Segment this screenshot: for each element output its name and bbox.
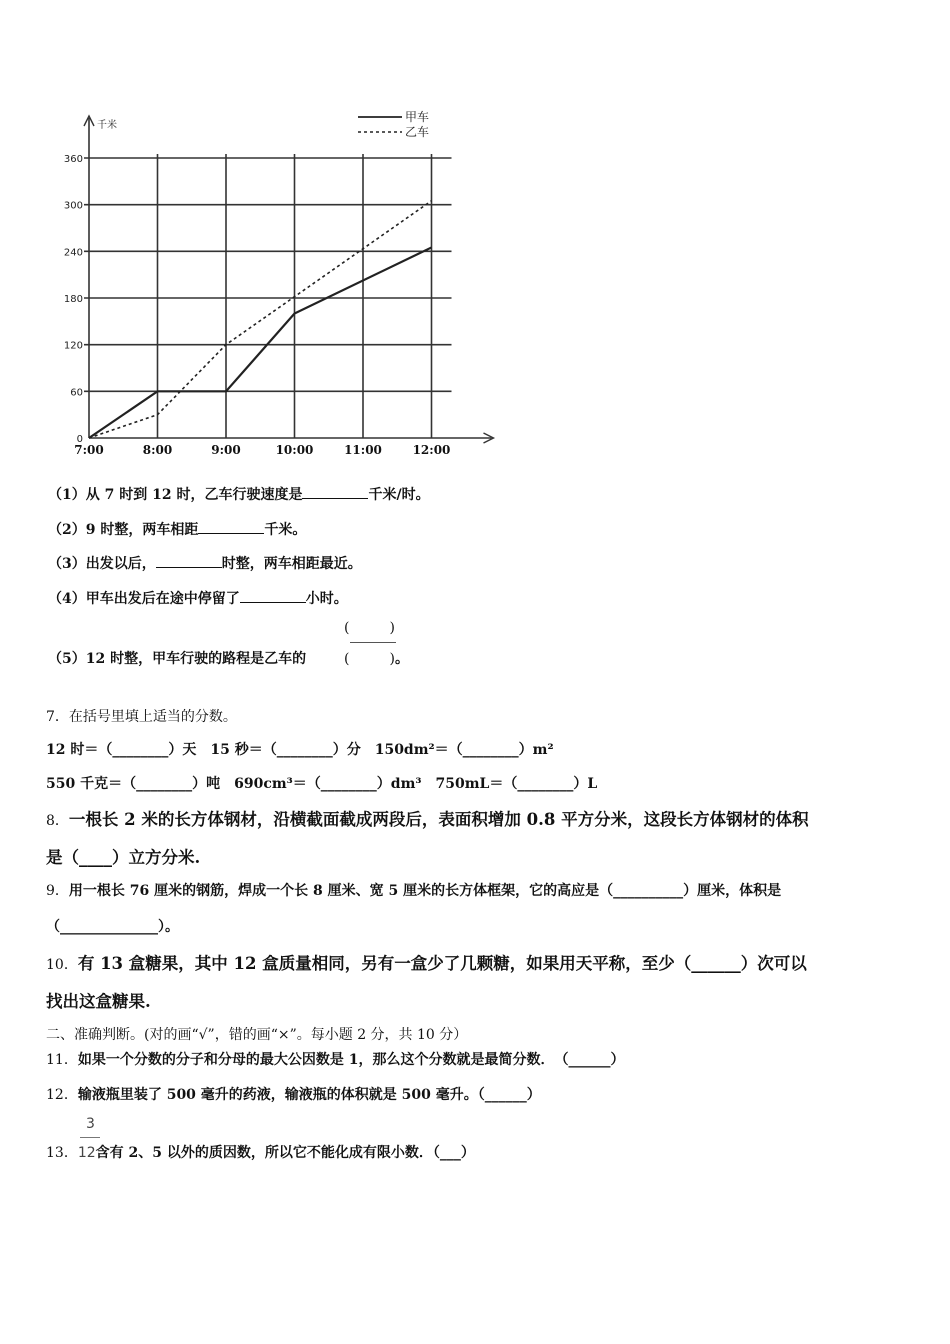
q13-numerator: 3 — [86, 1116, 95, 1132]
y-tick-label: 360 — [63, 154, 83, 165]
chart-grid — [84, 154, 452, 438]
y-tick-label: 0 — [76, 434, 83, 445]
q6-part5-denominator[interactable]: ( )。 — [344, 651, 409, 667]
q9-text: 用一根长 76 厘米的钢筋，焊成一个长 8 厘米、宽 5 厘米的长方体框架，它的高应是（__________）厘米，体积是 — [68, 883, 782, 899]
y-tick-label: 300 — [63, 200, 83, 212]
q6-part3-text: （3）出发以后， — [48, 556, 156, 572]
chart-ticks — [64, 154, 451, 457]
x-tick-label: 8:00 — [142, 443, 173, 457]
q6-part1-text: （1）从 7 时到 12 时，乙车行驶速度是 — [48, 487, 303, 503]
q7-row2: 550 千克＝（________）吨 690cm³＝（________）dm³ 750mL＝（________）L — [46, 776, 598, 792]
q13-text: 含有 2、5 以外的质因数，所以它不能化成有限小数．（___） — [95, 1145, 475, 1161]
y-axis-label: 千米 — [97, 120, 117, 131]
q6-part5-text: （5）12 时整，甲车行驶的路程是乙车的 — [48, 651, 307, 667]
x-tick-label: 9:00 — [211, 443, 241, 457]
q8-line1 — [46, 806, 809, 830]
answer-blank[interactable] — [240, 590, 306, 603]
q12 — [46, 1084, 541, 1104]
q6-part4-text: （4）甲车出发后在途中停留了 — [48, 591, 240, 607]
chart-series — [89, 201, 432, 438]
answer-blank[interactable] — [302, 486, 368, 499]
q8-text: 一根长 2 米的长方体钢材，沿横截面截成两段后，表面积增加 0.8 平方分米，这段长方体钢材的体积 — [68, 810, 809, 829]
distance-time-chart — [62, 100, 502, 468]
legend-label: 乙车 — [405, 125, 430, 139]
y-tick-label: 60 — [70, 387, 83, 399]
q11-text: 如果一个分数的分子和分母的最大公因数是 1，那么这个分数就是最简分数． （______） — [77, 1052, 625, 1068]
q13-denominator: 12 — [77, 1145, 96, 1161]
legend-label: 甲车 — [405, 110, 430, 124]
q10-line1 — [46, 950, 807, 974]
q6-part4-unit: 小时。 — [305, 591, 348, 607]
answer-blank[interactable] — [198, 521, 264, 534]
answer-blank[interactable] — [156, 555, 222, 568]
q10-number: 10． — [46, 957, 78, 973]
q9-number: 9． — [46, 883, 69, 899]
q6-part3 — [48, 553, 362, 573]
q6-part4 — [48, 588, 348, 608]
q13 — [46, 1142, 475, 1162]
section-2-heading: 二、准确判断。(对的画“√”，错的画“×”。每小题 2 分，共 10 分） — [46, 1027, 468, 1043]
q6-part1-unit: 千米/时。 — [368, 487, 430, 503]
q7-title: 7．在括号里填上适当的分数。 — [46, 709, 237, 725]
x-tick-label: 11:00 — [344, 443, 382, 457]
series-line-jia — [89, 247, 432, 438]
q13-fraction-bar — [80, 1137, 100, 1138]
q12-number: 12． — [46, 1087, 78, 1103]
chart-legend — [358, 110, 429, 139]
q9-line1 — [46, 880, 781, 900]
q6-part2 — [48, 519, 306, 539]
y-tick-label: 180 — [63, 294, 83, 305]
q6-part1 — [48, 484, 430, 504]
q6-part2-text: （2）9 时整，两车相距 — [48, 522, 199, 538]
x-tick-label: 12:00 — [412, 443, 451, 457]
q8-line2: 是（____）立方分米. — [46, 848, 201, 867]
y-tick-label: 240 — [63, 247, 83, 259]
q10-text: 有 13 盒糖果，其中 12 盒质量相同，另有一盒少了几颗糖，如果用天平称，至少（______）次可以 — [77, 954, 807, 973]
q6-part3-unit: 时整，两车相距最近。 — [221, 556, 362, 572]
q13-number: 13． — [46, 1145, 78, 1161]
q12-text: 输液瓶里装了 500 毫升的药液，输液瓶的体积就是 500 毫升。（______） — [77, 1087, 541, 1103]
y-tick-label: 120 — [63, 340, 83, 352]
q10-line2: 找出这盒糖果. — [46, 992, 151, 1011]
q6-part5-numerator[interactable]: ( ) — [344, 620, 395, 636]
fraction-bar — [350, 642, 396, 643]
x-tick-label: 10:00 — [275, 443, 314, 457]
q9-line2: （______________）。 — [46, 919, 179, 935]
q6-part2-unit: 千米。 — [264, 522, 307, 538]
q6-part5 — [48, 648, 306, 668]
q8-number: 8． — [46, 813, 69, 829]
q11-number: 11． — [46, 1052, 78, 1068]
x-tick-label: 7:00 — [74, 443, 104, 457]
q11 — [46, 1049, 624, 1069]
q7-row1: 12 时＝（________）天 15 秒＝（________）分 150dm²＝（________）m² — [46, 742, 554, 758]
